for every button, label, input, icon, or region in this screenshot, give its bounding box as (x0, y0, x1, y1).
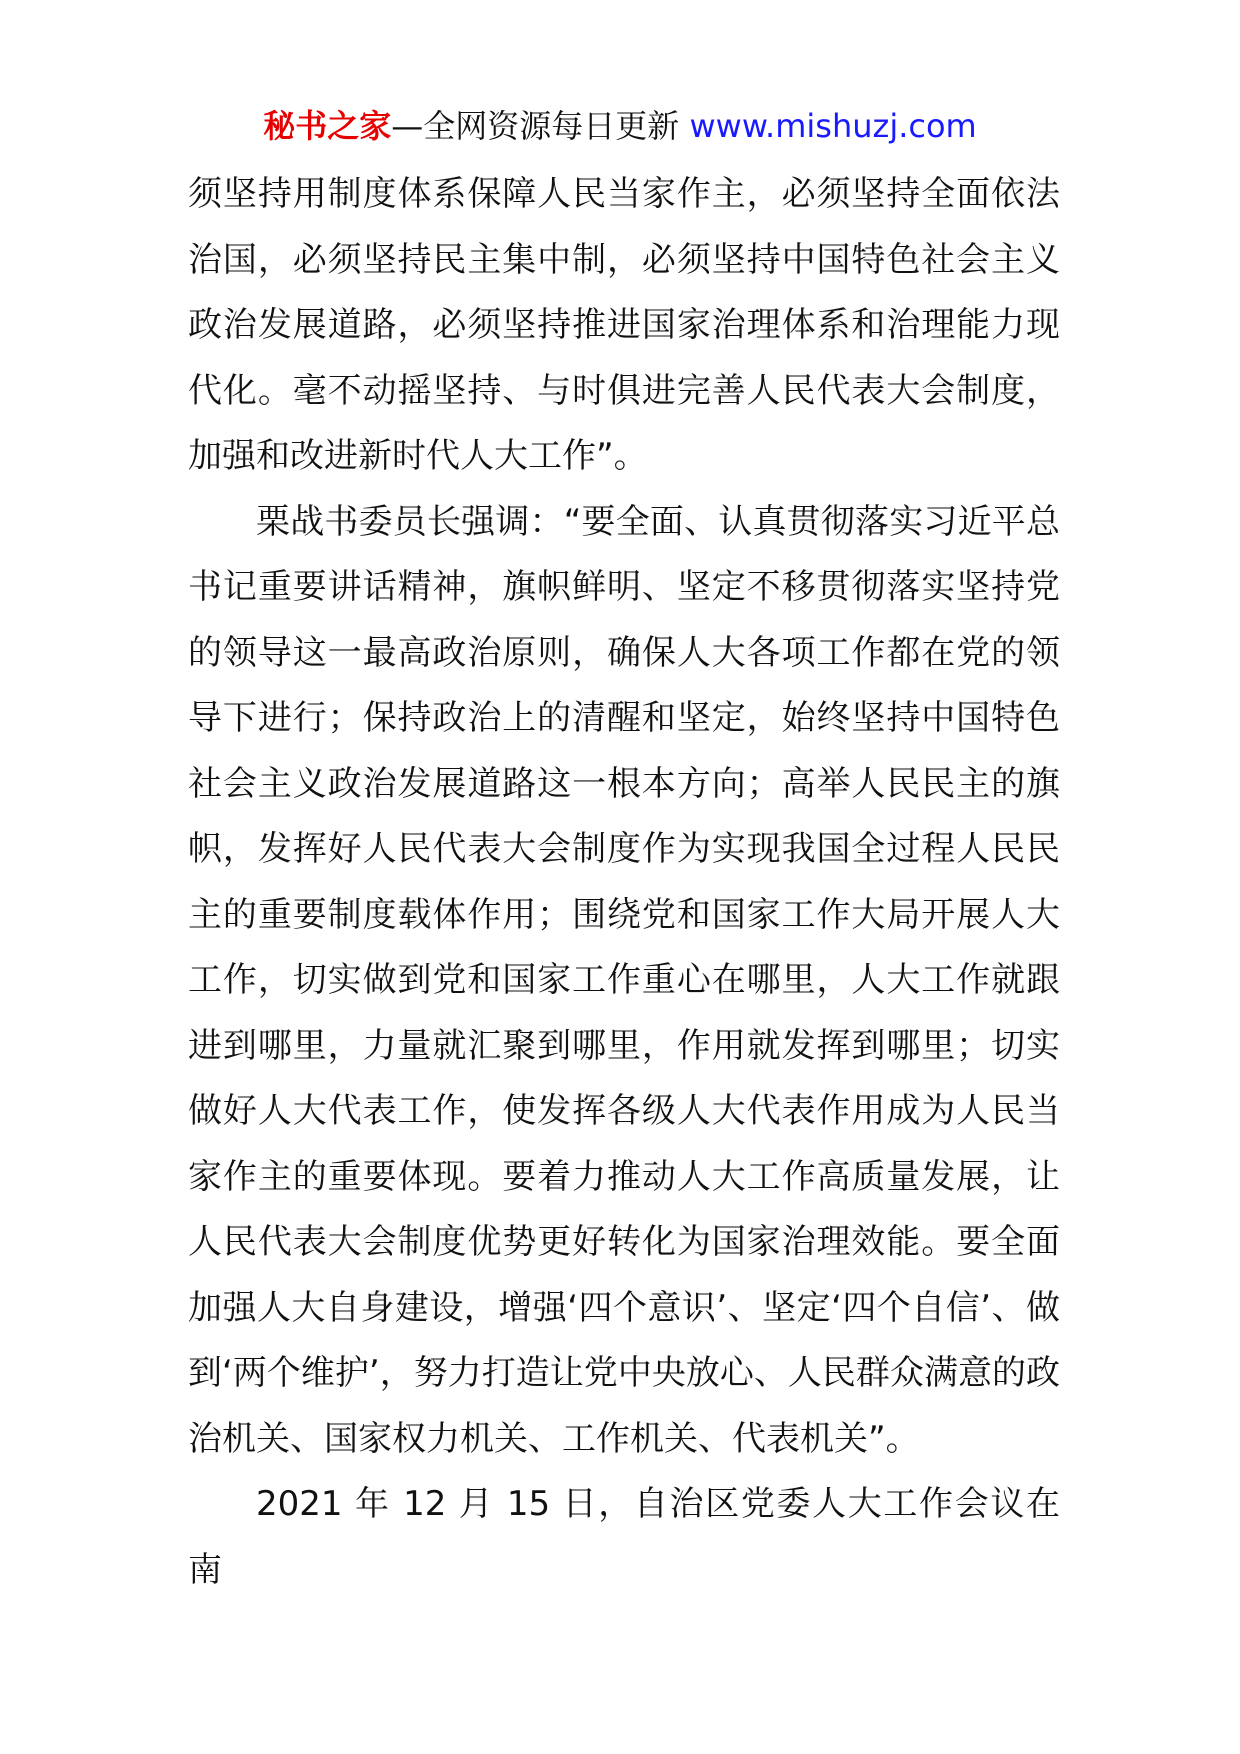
paragraph-meeting: 2021 年 12 月 15 日，自治区党委人大工作会议在南 (188, 1484, 1060, 1590)
brand-name: 秘书之家 (263, 107, 392, 145)
paragraph-continued: 须坚持用制度体系保障人民当家作主，必须坚持全面依法治国，必须坚持民主集中制，必须坚持中国特色社会主义政治发展道路，必须坚持推进国家治理体系和治理能力现代化。毫不动摇坚持、与时俱进完善人民代表大会制度，加强和改进新时代人大工作”。 (188, 174, 1060, 476)
website-link[interactable]: www.mishuzj.com (689, 107, 977, 145)
document-body (188, 162, 1060, 1603)
paragraph-quote: 栗战书委员长强调：“要全面、认真贯彻落实习近平总书记重要讲话精神，旗帜鲜明、坚定不移贯彻落实坚持党的领导这一最高政治原则，确保人大各项工作都在党的领导下进行；保持政治上的清醒和坚定，始终坚持中国特色社会主义政治发展道路这一根本方向；高举人民民主的旗帜，发挥好人民代表大会制度作为实现我国全过程人民民主的重要制度载体作用；围绕党和国家工作大局开展人大工作，切实做到党和国家工作重心在哪里，人大工作就跟进到哪里，力量就汇聚到哪里，作用就发挥到哪里；切实做好人大代表工作，使发挥各级人大代表作用成为人民当家作主的重要体现。要着力推动人大工作高质量发展，让人民代表大会制度优势更好转化为国家治理效能。要全面加强人大自身建设，增强‘四个意识’、坚定‘四个自信’、做到‘两个维护’，努力打造让党中央放心、人民群众满意的政治机关、国家权力机关、工作机关、代表机关”。 (188, 501, 1060, 1459)
page-header (0, 104, 1240, 148)
header-slogan: —全网资源每日更新 (391, 107, 680, 145)
